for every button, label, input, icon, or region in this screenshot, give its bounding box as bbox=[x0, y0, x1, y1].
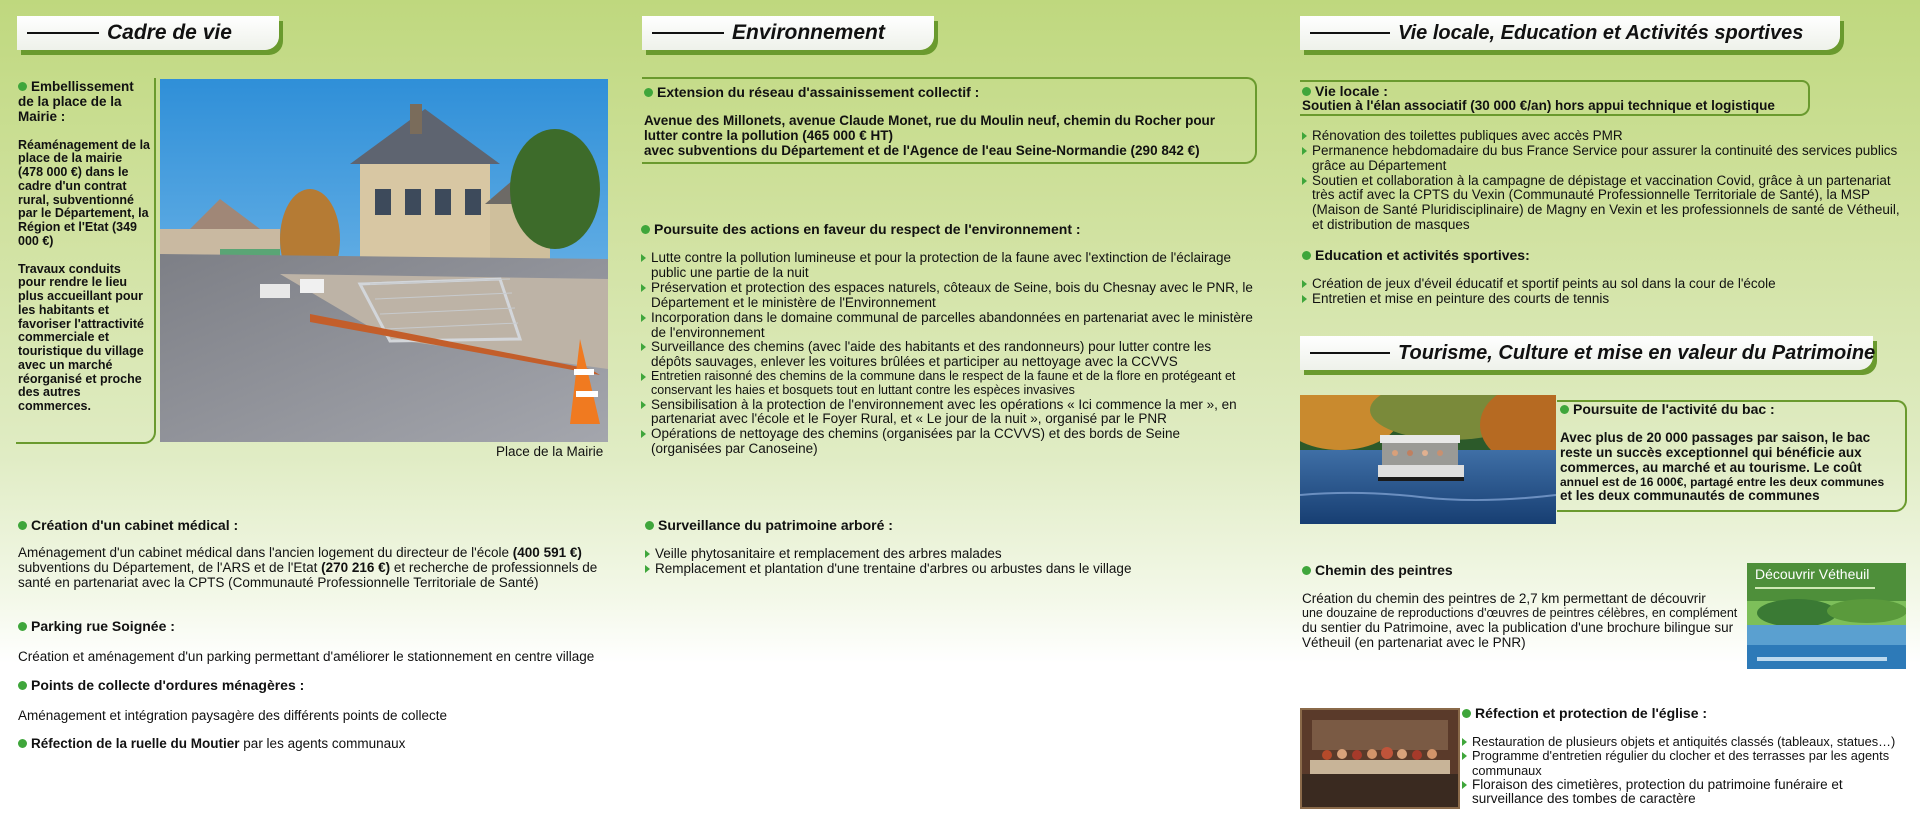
respect-section bbox=[641, 222, 1253, 457]
ferry-illustration bbox=[1300, 395, 1556, 524]
medical-section bbox=[18, 518, 608, 591]
cadre-de-vie-title-bar bbox=[17, 16, 279, 50]
list-item: Remplacement et plantation d'une trentaine d'arbres ou arbustes dans le village bbox=[645, 562, 1245, 577]
collecte-section bbox=[18, 678, 618, 724]
mairie-paragraph-1: Réaménagement de la place de la mairie (478 000 €) dans le cadre d'un contrat rural, subventionné par le Département, la Région et l'Etat (349 000 €) bbox=[18, 137, 150, 248]
medical-heading: Création d'un cabinet médical : bbox=[18, 518, 608, 533]
vie-locale-box bbox=[1300, 80, 1810, 116]
peintres-section bbox=[1302, 563, 1742, 651]
bullet-dot-icon bbox=[1560, 405, 1569, 414]
brochure-illustration bbox=[1747, 563, 1906, 669]
education-section bbox=[1302, 248, 1902, 307]
title-rule bbox=[1310, 32, 1390, 34]
list-item: Programme d'entretien régulier du clocher et des terrasses par les agents communaux bbox=[1462, 749, 1912, 777]
medical-text: Aménagement d'un cabinet médical dans l'ancien logement du directeur de l'école (400 591 €) subventions du Département, de l'ARS et de l'Etat (270 216 €) et recherche de professionnels de santé en partenariat avec la CPTS (Communauté Professionnelle Territoriale de Santé) bbox=[18, 545, 598, 591]
bac-heading: Poursuite de l'activité du bac : bbox=[1560, 402, 1899, 417]
bullet-dot-icon bbox=[18, 521, 27, 530]
list-item: Préservation et protection des espaces naturels, côteaux de Seine, bois du Chesnay avec le PNR, le Département et le ministère de l'Environnement bbox=[641, 281, 1253, 311]
bullet-dot-icon bbox=[18, 739, 27, 748]
list-item: Création de jeux d'éveil éducatif et sportif peints au sol dans la cour de l'école bbox=[1302, 277, 1902, 292]
last-supper-illustration bbox=[1302, 710, 1458, 807]
list-item: Soutien et collaboration à la campagne de dépistage et vaccination Covid, grâce à un partenariat très actif avec la CPTS du Vexin (Communauté Professionnelle Territoriale de Santé), la MSP (Maison de Santé Pluridisciplinaire) de Magny en Vexin et les professionnels de santé de Vétheuil, et distribution de masques bbox=[1302, 174, 1902, 233]
bac-text: Avec plus de 20 000 passages par saison, le bac reste un succès exceptionnel qui bénéficie aux commerces, au marché et au tourisme. Le coût bbox=[1560, 430, 1871, 476]
bullet-dot-icon bbox=[1302, 87, 1311, 96]
vie-locale-title: Vie locale, Education et Activités sportives bbox=[1398, 22, 1804, 44]
education-heading: Education et activités sportives: bbox=[1302, 248, 1902, 263]
tourisme-title: Tourisme, Culture et mise en valeur du Patrimoine bbox=[1398, 342, 1876, 364]
list-item: Incorporation dans le domaine communal de parcelles abandonnées en partenariat avec le ministère de l'environnement bbox=[641, 311, 1253, 341]
bullet-dot-icon bbox=[18, 82, 27, 91]
arbore-heading: Surveillance du patrimoine arboré : bbox=[645, 518, 1245, 533]
ruelle-bold: Réfection de la ruelle du Moutier bbox=[31, 736, 240, 751]
list-item: Opérations de nettoyage des chemins (organisées par la CCVVS) et des bords de Seine (organisées par Canoseine) bbox=[641, 427, 1253, 457]
respect-list bbox=[641, 251, 1253, 457]
eglise-painting bbox=[1300, 708, 1460, 809]
eglise-heading: Réfection et protection de l'église : bbox=[1462, 706, 1912, 721]
list-item: Entretien et mise en peinture des courts de tennis bbox=[1302, 292, 1902, 307]
list-item: Floraison des cimetières, protection du patrimoine funéraire et surveillance des tombes de caractère bbox=[1462, 778, 1912, 808]
vie-locale-heading: Vie locale : bbox=[1302, 84, 1804, 99]
list-item: Surveillance des chemins (avec l'aide des habitants et des randonneurs) pour lutter contre les dépôts sauvages, enlever les voitures brûlées et participer au nettoyage avec la CCVVS bbox=[641, 340, 1253, 370]
parking-heading: Parking rue Soignée : bbox=[18, 619, 618, 634]
bullet-dot-icon bbox=[1302, 566, 1311, 575]
tourisme-title-bar bbox=[1300, 336, 1876, 370]
assainissement-box bbox=[642, 77, 1257, 164]
bac-box bbox=[1557, 400, 1907, 512]
mairie-illustration bbox=[160, 79, 608, 442]
peintres-heading: Chemin des peintres bbox=[1302, 563, 1742, 578]
peintres-text bbox=[1302, 592, 1742, 650]
cadre-de-vie-title: Cadre de vie bbox=[107, 21, 232, 45]
bullet-dot-icon bbox=[1462, 709, 1471, 718]
list-item: Sensibilisation à la protection de l'environnement avec les opérations « Ici commence la mer », en partenariat avec l'école et le Foyer Rural, et « Le jour de la nuit », organisé par le PNR bbox=[641, 398, 1253, 428]
peintres-line-1: Création du chemin des peintres de 2,7 km permettant de découvrir bbox=[1302, 591, 1706, 607]
bullet-dot-icon bbox=[18, 622, 27, 631]
respect-heading: Poursuite des actions en faveur du respect de l'environnement : bbox=[641, 222, 1253, 237]
title-rule bbox=[1310, 352, 1390, 354]
title-rule bbox=[27, 32, 99, 34]
vie-locale-list bbox=[1302, 129, 1902, 233]
list-item: Restauration de plusieurs objets et antiquités classés (tableaux, statues…) bbox=[1462, 735, 1912, 749]
brochure-title: Découvrir Vétheuil bbox=[1755, 566, 1870, 582]
list-item: Lutte contre la pollution lumineuse et pour la protection de la faune avec l'extinction de l'éclairage public une partie de la nuit bbox=[641, 251, 1253, 281]
collecte-text: Aménagement et intégration paysagère des différents points de collecte bbox=[18, 708, 448, 724]
mairie-heading: Embellissement de la place de la Mairie : bbox=[18, 79, 134, 124]
place-de-la-mairie-photo bbox=[160, 79, 608, 442]
peintres-line-3: du sentier du Patrimoine, avec la publication d'une brochure bilingue sur Vétheuil (en partenariat avec le PNR) bbox=[1302, 619, 1734, 650]
photo-caption: Place de la Mairie bbox=[496, 444, 604, 459]
parking-section bbox=[18, 619, 618, 665]
ruelle-text: par les agents communaux bbox=[239, 736, 406, 751]
vie-locale-title-bar bbox=[1300, 16, 1840, 50]
arbore-list bbox=[645, 547, 1245, 577]
bac-text-small: annuel est de 16 000€, partagé entre les deux communes bbox=[1560, 474, 1885, 489]
list-item: Veille phytosanitaire et remplacement des arbres malades bbox=[645, 547, 1245, 562]
bac-ferry-photo bbox=[1300, 395, 1556, 524]
list-item: Entretien raisonné des chemins de la commune dans le respect de la faune et de la flore en protégeant et conservant les haies et bosquets tout en luttant contre les espèces invasives bbox=[641, 370, 1253, 398]
education-list bbox=[1302, 277, 1902, 307]
collecte-heading: Points de collecte d'ordures ménagères : bbox=[18, 678, 618, 693]
ruelle-section bbox=[18, 737, 618, 752]
mairie-paragraph-2: Travaux conduits pour rendre le lieu plus accueillant pour les habitants et favoriser l'attractivité commerciale et touristique du village avec un marché réorganisé et proche des autres commerces. bbox=[18, 261, 144, 414]
title-rule bbox=[652, 32, 724, 34]
arbore-section bbox=[645, 518, 1245, 577]
bullet-dot-icon bbox=[641, 225, 650, 234]
environnement-title: Environnement bbox=[732, 21, 885, 45]
bullet-dot-icon bbox=[18, 681, 27, 690]
peintres-line-2: une douzaine de reproductions d'œuvres de peintres célèbres, en complément bbox=[1302, 606, 1738, 621]
vie-locale-subheading: Soutien à l'élan associatif (30 000 €/an) hors appui technique et logistique bbox=[1302, 98, 1775, 114]
bullet-dot-icon bbox=[644, 88, 653, 97]
list-item: Rénovation des toilettes publiques avec accès PMR bbox=[1302, 129, 1902, 144]
assainissement-heading: Extension du réseau d'assainissement collectif : bbox=[644, 85, 1249, 100]
list-item: Permanence hebdomadaire du bus France Service pour assurer la continuité des services publics grâce au Département bbox=[1302, 144, 1902, 174]
mairie-text-box bbox=[16, 78, 156, 444]
parking-text: Création et aménagement d'un parking permettant d'améliorer le stationnement en centre village bbox=[18, 649, 595, 665]
assainissement-text-2: avec subventions du Département et de l'Agence de l'eau Seine-Normandie (290 842 €) bbox=[644, 143, 1200, 159]
eglise-list bbox=[1462, 735, 1912, 807]
eglise-section bbox=[1462, 706, 1912, 807]
assainissement-text: Avenue des Millonets, avenue Claude Monet, rue du Moulin neuf, chemin du Rocher pour lutter contre la pollution (465 000 € HT) bbox=[644, 113, 1216, 144]
environnement-title-bar bbox=[642, 16, 934, 50]
bullet-dot-icon bbox=[645, 521, 654, 530]
bac-text-end: et les deux communautés de communes bbox=[1560, 488, 1820, 504]
bullet-dot-icon bbox=[1302, 251, 1311, 260]
brochure-image bbox=[1747, 563, 1906, 669]
